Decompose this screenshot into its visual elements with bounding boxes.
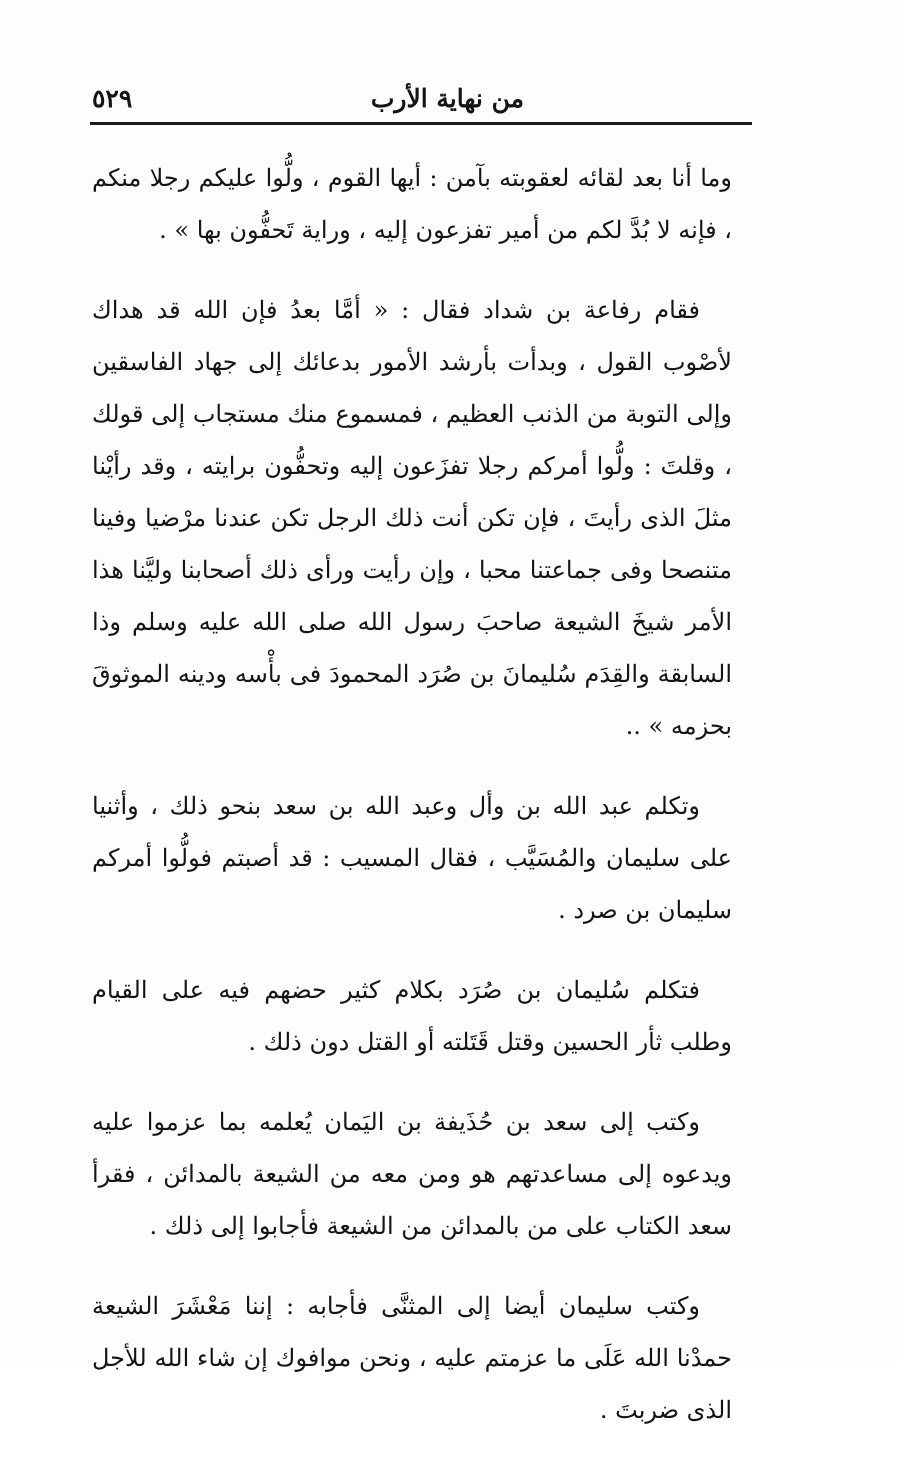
paragraph: فقام رفاعة بن شداد فقال : « أمَّا بعدُ فإن الله قد هداك لأصْوب القول ، وبدأت بأرشد الأمور بدعائك إلى جهاد الفاسقين وإلى التوبة من الذنب العظيم ، فمسموع منك مستجاب إلى قولك ، وقلتَ : ولُّوا أمركم رجلا تفزَعون إليه وتحفُّون برايته ، وقد رأيْنا مثلَ الذى رأيتَ ، فإن تكن أنت ذلك الرجل تكن عندنا مرْضيا وفينا متنصحا وفى جماعتنا محبا ، وإن رأيت ورأى ذلك أصحابنا وليَّنا هذا الأمر شيخَ الشيعة صاحبَ رسول الله صلى الله عليه وسلم وذا السابقة والقِدَم سُليمانَ بن صُرَد المحمودَ فى بأْسه ودينه الموثوقَ بحزمه » .. <box>92 296 732 740</box>
paragraph: فتكلم سُليمان بن صُرَد بكلام كثير حضهم فيه على القيام وطلب ثأر الحسين وقتل قَتَلته أو القتل دون ذلك . <box>92 976 732 1056</box>
paragraph: وتكلم عبد الله بن وأل وعبد الله بن سعد بنحو ذلك ، وأثنيا على سليمان والمُسَيَّب ، فقال المسيب : قد أصبتم فولُّوا أمركم سليمان بن صرد . <box>92 792 732 924</box>
book-title: من نهاية الأرب <box>370 84 524 113</box>
running-header <box>90 78 752 122</box>
page-number: ٥٢٩ <box>92 84 133 113</box>
paragraph: وكتب إلى سعد بن حُذَيفة بن اليَمان يُعلمه بما عزموا عليه ويدعوه إلى مساعدتهم هو ومن معه من الشيعة بالمدائن ، فقرأ سعد الكتاب على من بالمدائن من الشيعة فأجابوا إلى ذلك . <box>92 1108 732 1240</box>
paragraph: وما أنا بعد لقائه لعقوبته بآمن : أيها القوم ، ولُّوا عليكم رجلا منكم ، فإنه لا بُدَّ لكم من أمير تفزعون إليه ، وراية تَحفُّون بها » . <box>92 164 732 244</box>
header-divider <box>90 122 752 125</box>
page-body <box>92 152 732 1464</box>
paragraph: وكتب سليمان أيضا إلى المثنَّى فأجابه : إننا مَعْشَرَ الشيعة حمدْنا الله عَلَى ما عزمتم عليه ، ونحن موافوك إن شاء الله للأجل الذى ضربتَ . <box>92 1292 732 1424</box>
